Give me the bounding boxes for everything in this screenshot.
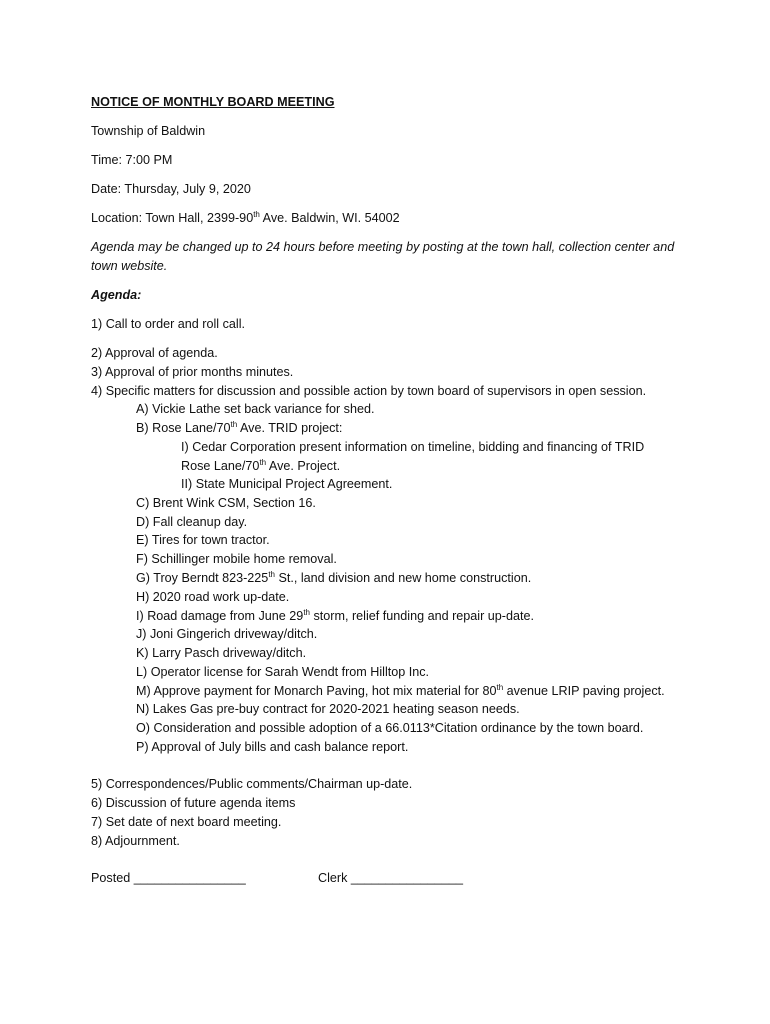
agenda-notice-line-1: Agenda may be changed up to 24 hours before meeting by posting at the town hall, collection center and [91,240,675,254]
township-name: Township of Baldwin [91,124,206,138]
sub-item-h: H) 2020 road work up-date. [136,590,290,604]
agenda-item-1: 1) Call to order and roll call. [91,317,245,331]
agenda-item-5: 5) Correspondences/Public comments/Chairman up-date. [91,777,413,791]
sub-item-m: M) Approve payment for Monarch Paving, hot mix material for 80th avenue LRIP paving project. [136,682,665,698]
sub-item-j: J) Joni Gingerich driveway/ditch. [136,627,318,641]
sub-item-b-1-line-1: I) Cedar Corporation present information on timeline, bidding and financing of TRID [181,440,645,454]
agenda-heading: Agenda: [91,288,142,302]
agenda-notice-line-2: town website. [91,259,168,273]
sub-item-p: P) Approval of July bills and cash balance report. [136,740,409,754]
sub-item-c: C) Brent Wink CSM, Section 16. [136,496,316,510]
sub-item-b-2: II) State Municipal Project Agreement. [181,477,393,491]
posted-signature-line: Posted ________________ [91,871,246,885]
sub-item-g: G) Troy Berndt 823-225th St., land division and new home construction. [136,569,532,585]
page-title: NOTICE OF MONTHLY BOARD MEETING [91,95,335,109]
sub-item-f: F) Schillinger mobile home removal. [136,552,337,566]
sub-item-e: E) Tires for town tractor. [136,533,270,547]
sub-item-o: O) Consideration and possible adoption of a 66.0113*Citation ordinance by the town board. [136,721,644,735]
agenda-item-6: 6) Discussion of future agenda items [91,796,296,810]
agenda-item-4: 4) Specific matters for discussion and possible action by town board of supervisors in open session. [91,384,647,398]
meeting-date: Date: Thursday, July 9, 2020 [91,182,251,196]
meeting-location: Location: Town Hall, 2399-90th Ave. Baldwin, WI. 54002 [91,209,400,225]
sub-item-l: L) Operator license for Sarah Wendt from Hilltop Inc. [136,665,430,679]
sub-item-k: K) Larry Pasch driveway/ditch. [136,646,307,660]
meeting-time: Time: 7:00 PM [91,153,173,167]
agenda-item-8: 8) Adjournment. [91,834,180,848]
sub-item-i: I) Road damage from June 29th storm, relief funding and repair up-date. [136,607,534,623]
agenda-item-3: 3) Approval of prior months minutes. [91,365,294,379]
sub-item-b-1-line-2: Rose Lane/70th Ave. Project. [181,457,341,473]
sub-item-n: N) Lakes Gas pre-buy contract for 2020-2021 heating season needs. [136,702,520,716]
agenda-item-2: 2) Approval of agenda. [91,346,218,360]
clerk-signature-line: Clerk ________________ [318,871,463,885]
agenda-item-7: 7) Set date of next board meeting. [91,815,282,829]
sub-item-a: A) Vickie Lathe set back variance for shed. [136,402,375,416]
sub-item-b: B) Rose Lane/70th Ave. TRID project: [136,419,343,435]
sub-item-d: D) Fall cleanup day. [136,515,248,529]
